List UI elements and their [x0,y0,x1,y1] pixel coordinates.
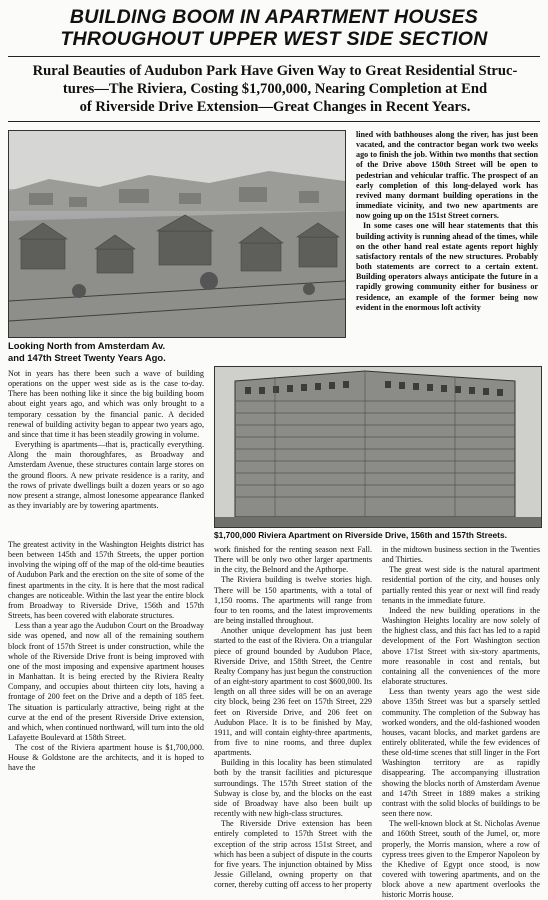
paragraph: Everything is apartments—that is, practically everything. Along the main thoroughfares, as Broadway and Amsterdam Avenue, these structures contain large stores on the ground floors. A new private residence is a rarity, and the rows of private dwellings built a dozen years or so ago now present a strange, almost lonesome appearance flanked as they invariably are by towering apartments. [8,440,204,511]
paragraph: Building in this locality has been stimulated both by the transit facilities and picturesque surroundings. The 157th Street station of the Subway is close by, and the blocks on the east side of Broadway have also been built up recently with new high-class structures. [214,758,372,819]
headline-line-1: BUILDING BOOM IN APARTMENT HOUSES [69,6,479,28]
headline-rule [8,56,540,57]
subhead-line-1: Rural Beauties of Audubon Park Have Given Way to Great Residential Struc- [32,63,518,79]
column-left-upper-text [8,369,204,511]
paragraph: The greatest activity in the Washington Heights district has been between 145th and 157th Streets, the upper portion involving the wiping off of the map of the old-time beauties of Audubon Park and the erection on the site of some of the finest apartments in the city. It is here that the most radical changes are noticeable. Within the last year the entire block from Broadway to Riverside Drive, 156th and 157th Streets, has been covered with elaborate structures. [8,540,204,621]
column-left-lower-text [8,540,204,774]
historic-photo-caption [8,340,228,363]
column-middle-text [214,545,372,890]
headline-line-2: THROUGHOUT UPPER WEST SIDE SECTION [60,28,488,50]
paragraph: The great west side is the natural apartment residential portion of the city, and houses only partially rented this year or next will find ready tenants in the immediate future. [382,565,540,605]
paragraph: in the midtown business section in the Twenties and Thirties. [382,545,540,565]
paragraph: The cost of the Riviera apartment house is $1,700,000. House & Goldstone are the architects, and it is hoped to have the [8,743,204,773]
column-middle [214,545,372,890]
column-left-lower [8,540,204,796]
column-top-right-text [356,130,538,313]
column-right [382,545,540,900]
paragraph: The Riverside Drive extension has been entirely completed to 157th Street with the exception of the strip across 151st Street, and which has been a subject of dispute in the courts for five years. The injunction obtained by Miss Jessie Gilleland, owning property on that corner, thereby cutting off access to her property [214,819,372,890]
riviera-photo-caption: $1,700,000 Riviera Apartment on Riverside Drive, 156th and 157th Streets. [214,530,507,540]
column-left-upper [8,369,204,540]
historic-caption-line-1: Looking North from Amsterdam Av. [8,340,166,351]
subhead-line-2: tures—The Riviera, Costing $1,700,000, Nearing Completion at End [62,81,488,97]
column-top-right [356,130,538,362]
subhead-line-3: of Riverside Drive Extension—Great Changes in Recent Years. [79,99,471,115]
paragraph: Less than a year ago the Audubon Court on the Broadway side was opened, and now all of the remaining southern block front of 157th Street is under construction, while the whole of the Riverside Drive front is being improved with one of the most imposing and expensive apartment houses in Manhattan. It is being erected by the Riviera Realty Company, and occupies about thirteen city lots, having a frontage of 200 feet on the Drive and a depth of 185 feet. The situation is particularly attractive, being right at the curve at the end of the present Riverside Drive extension, and which, when continued northward, will turn into the old Lafayette Boulevard at 158th Street. [8,621,204,742]
paragraph: work finished for the renting season next Fall. There will be only two other larger apartments in the city, the Belnord and the Apthorpe. [214,545,372,575]
paragraph: Not in years has there been such a wave of building operations on the upper west side as is the case to-day. There has been nothing like it since the big building boom about eight years ago, and which was only brought to a temporary cessation by the financial panic. A decided renewal of building activity began to appear two years ago, and since that time it has been steadily growing in volume. [8,369,204,439]
paragraph: The Riviera building is twelve stories high. There will be 150 apartments, with a total of 1,150 rooms. The apartments will range from four to ten rooms, and the latest improvements are being installed throughout. [214,575,372,626]
historic-photo [8,130,346,338]
paragraph: The well-known block at St. Nicholas Avenue and 160th Street, south of the Jumel, or, more properly, the Morris mansion, where a row of cypress trees given to the Emperor Napoleon by the Khedive of Egypt once stood, is now covered with towering apartments, and on the block above a new apartment overlooks the historic Morris house. [382,819,540,900]
paragraph: Another unique development has just been started to the east of the Riviera. On a triangular piece of ground bounded by Audubon Place, Riverside Drive, and 158th Street, the Centre Realty Company has just begun the construction of an eight-story apartment to cost $600,000. Its length on all three sides will be on an average city block, being 236 feet on 157th Street, 229 feet on Riverside Drive, and 206 feet on Audubon Place. It is to be finished by May, 1911, and will contain eighty-three apartments, from five to nine rooms, and three duplex apartments. [214,626,372,758]
paragraph: Indeed the new building operations in the Washington Heights locality are now solely of the highest class, and this fact has led to a rapid development of the Fort Washington section above 171st Street with six-story apartments, more reasonable in cost and rentals, but containing all the conveniences of the more elaborate structures. [382,605,540,687]
subhead-rule [8,121,540,122]
riviera-photo [214,366,542,528]
historic-caption-line-2: and 147th Street Twenty Years Ago. [8,351,166,363]
paragraph: In some cases one will hear statements that this building activity is running ahead of the times, while on the other hand real estate agents report highly satisfactory rentals of the new structures. Probably both statements are correct to a certain extent. Building operators always anticipate the future in a rapidly growing community either for business or residence, an example of the former being now evident in the enormous loft activity [356,221,538,312]
column-right-text [382,545,540,900]
paragraph: lined with bathhouses along the river, has just been vacated, and the contractor began work two weeks ago to finish the job. Within two months that section of the Drive above 150th Street will be open to pedestrian and vehicular traffic. The prospect of an early completion of this long-delayed work has revived many dormant building operations in the immediate vicinity, and two new apartments are now going up on the 151st Street corners. [356,130,538,221]
paragraph: Less than twenty years ago the west side above 135th Street was but a sparsely settled community. The completion of the Subway has worked wonders, and the old-fashioned wooden houses, vacant blocks, and market gardens are entirely obliterated, while the few evidences of these old-time scenes that still linger in the Fort Washington territory are as rapidly disappearing. The accompanying illustration showing the blocks north of Amsterdam Avenue and 147th Street in 1889 makes a striking contrast with the solid blocks of buildings to be seen there now. [382,687,540,819]
